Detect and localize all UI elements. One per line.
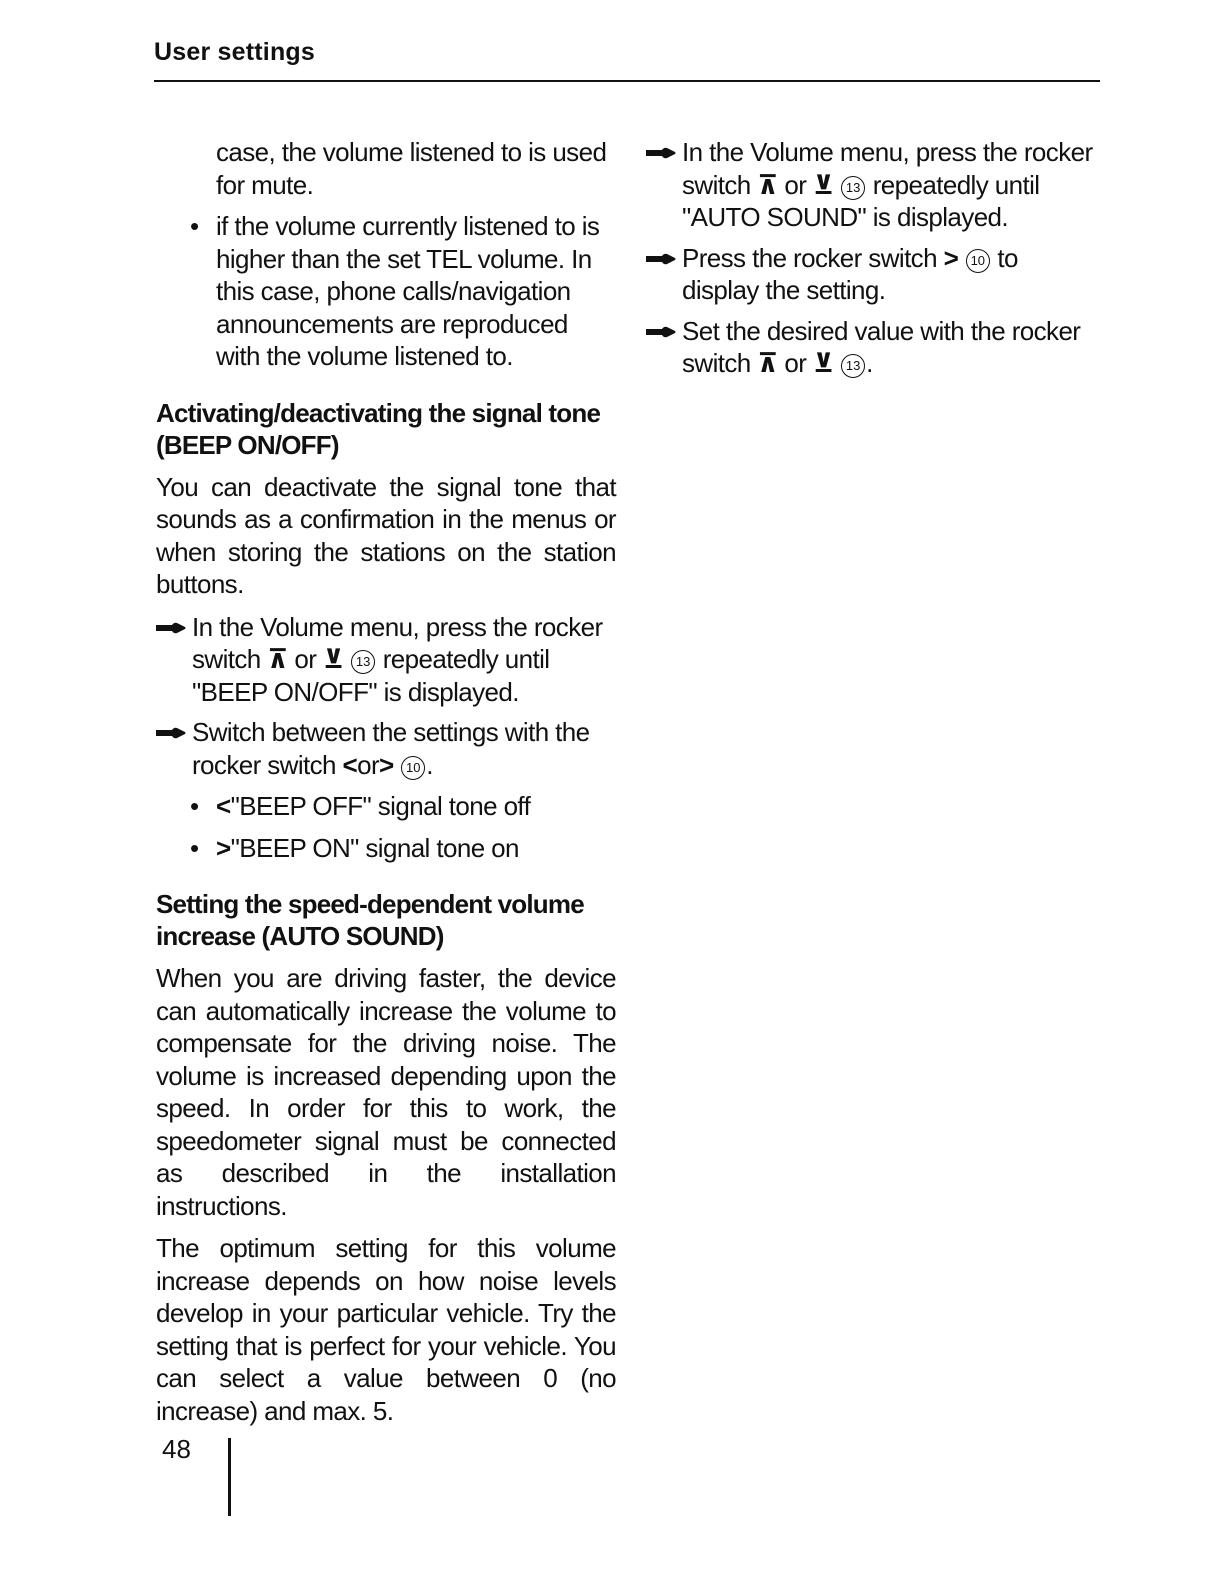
rocker-right-icon: >	[379, 749, 394, 780]
rocker-down-icon: ⊻	[322, 644, 344, 674]
button-number-13: 13	[351, 650, 375, 674]
button-number-10: 10	[966, 249, 990, 273]
auto-step-1-text-b: repeatedly until "AUTO SOUND" is displayed.	[682, 169, 1040, 232]
pointing-hand-icon	[646, 326, 676, 338]
pointing-hand-icon	[646, 147, 676, 159]
rocker-left-icon: <	[342, 749, 358, 780]
beep-option-on-text: "BEEP ON" signal tone on	[230, 832, 519, 863]
auto-step-1-text-a: In the Volume menu, press the rocker switch	[682, 137, 1093, 200]
auto-step-3-or: or	[784, 348, 807, 378]
right-column	[646, 136, 1096, 380]
bullet-dot-icon: •	[190, 832, 199, 863]
rocker-left-icon: <	[216, 791, 231, 821]
beep-option-off-text: "BEEP OFF" signal tone off	[230, 791, 531, 821]
footer-bar	[228, 1438, 231, 1516]
left-column	[156, 136, 616, 1437]
button-number-10: 10	[401, 756, 425, 780]
header-rule	[154, 80, 1100, 82]
rocker-down-icon: ⊻	[812, 169, 834, 200]
bullet-dot-icon: •	[190, 211, 199, 241]
auto-step-3-text-a: Set the desired value with the rocker switch	[682, 315, 1081, 378]
beep-step-1-text-b: repeatedly until "BEEP ON/OFF" is displayed.	[192, 644, 550, 707]
page-number: 48	[162, 1434, 191, 1464]
intro-bullet-text: if the volume currently listened to is higher than the set TEL volume. In this case, phone calls/navigation announcements are reproduced with the volume listened to.	[216, 211, 600, 371]
auto-step-3: Set the desired value with the rocker switch ⊼ or ⊻ 13 .	[646, 315, 1096, 380]
rocker-up-icon: ⊼	[267, 644, 288, 674]
beep-step-1-or: or	[294, 644, 317, 674]
pointing-hand-icon	[156, 727, 186, 739]
intro-bullet	[190, 210, 616, 373]
auto-step-2	[646, 242, 1096, 307]
beep-step-2-or: or	[357, 749, 380, 780]
beep-step-2-text-a: Switch between the settings with the rocker switch	[192, 717, 590, 780]
auto-sound-heading: Setting the speed-dependent volume increase (AUTO SOUND)	[156, 889, 584, 951]
button-number-13: 13	[841, 354, 865, 378]
pointing-hand-icon	[646, 253, 676, 265]
bullet-dot-icon: •	[190, 791, 199, 821]
intro-continuation: case, the volume listened to is used for mute.	[216, 137, 607, 200]
auto-step-1-or: or	[784, 169, 807, 200]
auto-step-1	[646, 136, 1096, 234]
beep-heading: Activating/deactivating the signal tone (BEEP ON/OFF)	[156, 397, 601, 460]
auto-step-2-text-b: to display the setting.	[682, 242, 1018, 305]
button-number-13: 13	[841, 176, 865, 200]
beep-step-1-text-a: In the Volume menu, press the rocker switch	[192, 611, 603, 674]
rocker-right-icon: >	[943, 242, 959, 273]
auto-sound-body-2: The optimum setting for this volume increase depends on how noise levels develop in your particular vehicle. Try the setting that is perfect for your vehicle. You can select a value between 0 (no increase) and max. 5.	[156, 1233, 616, 1426]
beep-body: You can deactivate the signal tone that sounds as a confirmation in the menus or when storing the stations on the station buttons.	[156, 471, 616, 599]
auto-step-2-text-a: Press the rocker switch	[682, 242, 937, 273]
beep-option-off	[190, 790, 616, 823]
pointing-hand-icon	[156, 622, 186, 634]
beep-step-1	[156, 611, 616, 709]
rocker-up-icon: ⊼	[757, 348, 778, 378]
rocker-right-icon: >	[216, 832, 231, 863]
running-header: User settings	[154, 38, 315, 66]
rocker-down-icon: ⊻	[812, 348, 834, 378]
beep-step-2: Switch between the settings with the rocker switch <or> 10 .	[156, 716, 616, 781]
auto-sound-body-1: When you are driving faster, the device can automatically increase the volume to compensate for the driving noise. The volume is increased depending upon the speed. In order for this to work, the speedometer signal must be connected as described in the installation instructions.	[156, 963, 616, 1221]
beep-option-on	[190, 832, 616, 865]
rocker-up-icon: ⊼	[757, 169, 778, 200]
